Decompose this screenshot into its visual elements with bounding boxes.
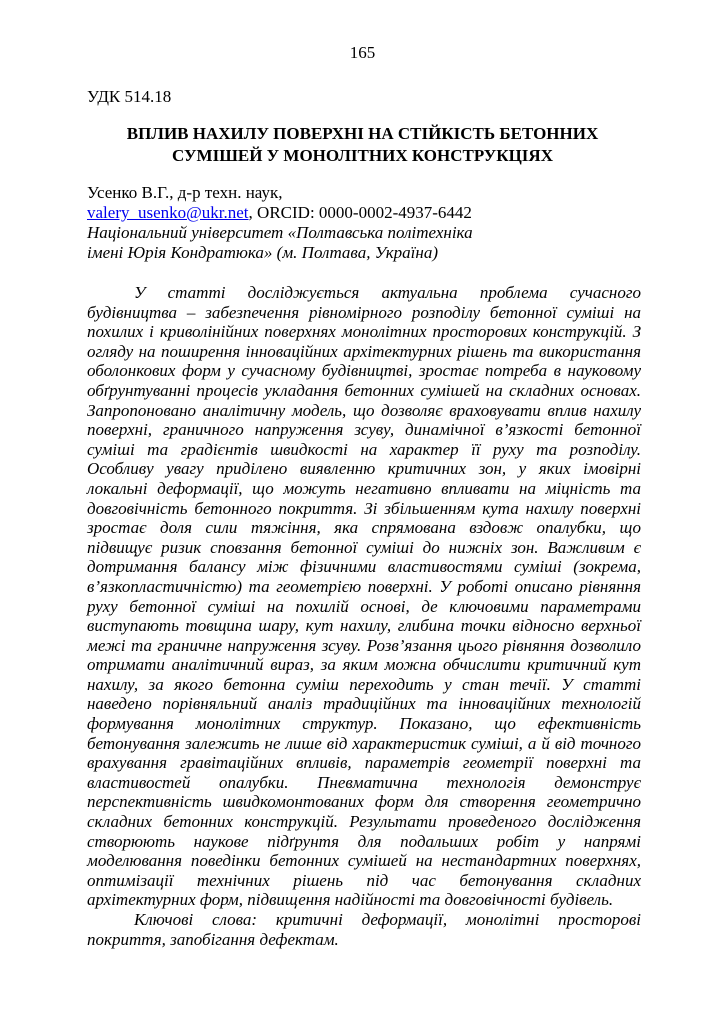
abstract-line: будівництва – забезпечення рівномірного розподілу бетонної суміші на	[87, 302, 641, 322]
author-contact	[87, 203, 473, 223]
abstract-line: оптимізації технічних рішень під час бетонування складних	[87, 870, 641, 890]
abstract-line: нахилу, за якого бетонна суміш переходить у стан течії. У статті	[87, 674, 641, 694]
abstract-line: дотримання балансу між фізичними властивостями суміші (зокрема,	[87, 557, 641, 577]
abstract-line: складних бетонних конструкцій. Результати проведеного дослідження	[87, 812, 641, 832]
abstract-line: властивостей опалубки. Пневматична технологія демонструє	[87, 772, 641, 792]
abstract-line: похилих і криволінійних поверхнях монолітних просторових конструкцій. З	[87, 322, 641, 342]
abstract-line: довговічність бетонного покриття. Зі збільшенням кута нахилу поверхні	[87, 498, 641, 518]
abstract-line: перспективність швидкомонтованих форм для створення геометрично	[87, 792, 641, 812]
abstract-line: У статті досліджується актуальна проблема сучасного	[134, 283, 641, 302]
affiliation-line: Національний університет «Полтавська політехніка	[87, 223, 473, 242]
abstract-line: зростає доля сили тяжіння, яка спрямована вздовж опалубки, що	[87, 518, 641, 538]
email-link[interactable]: valery_usenko@ukr.net	[87, 203, 249, 222]
page-number: 165	[349, 43, 376, 62]
abstract-line: отримати аналітичний вираз, за яким можна обчислити критичний кут	[87, 655, 641, 675]
abstract-line: підвищує ризик сповзання бетонної суміші до нижніх зон. Важливим є	[87, 537, 641, 557]
abstract-line: формування монолітних структур. Показано, що ефективність	[87, 714, 641, 734]
abstract-line: моделювання поведінки бетонних сумішей на нестандартних поверхнях,	[87, 851, 641, 871]
udk-code: УДК 514.18	[87, 87, 172, 106]
article-title	[60, 123, 665, 167]
author-name: Усенко В.Г., д-р техн. наук,	[87, 183, 283, 202]
abstract-line: оболонкових форм у сучасному будівництві, зростає потреба в науковому	[87, 361, 641, 381]
keywords-line: покриття, запобігання дефектам.	[87, 929, 339, 949]
title-line: СУМІШЕЙ У МОНОЛІТНИХ КОНСТРУКЦІЯХ	[172, 146, 553, 165]
abstract-line: в’язкопластичністю) та геометрією поверхні. У роботі описано рівняння	[87, 576, 641, 596]
affiliation-line: імені Юрія Кондратюка» (м. Полтава, Україна)	[87, 243, 438, 262]
orcid: , ORCID: 0000-0002-4937-6442	[248, 203, 472, 222]
abstract-line: архітектурних форм, підвищення надійності та довговічності будівель.	[87, 890, 614, 910]
abstract-line: суміші та градієнтів швидкості на характер її руху та розподілу.	[87, 439, 641, 459]
abstract-line: обґрунтуванні процесів укладання бетонних сумішей на складних основах.	[87, 380, 641, 400]
abstract-line: поверхні, граничного напруження зсуву, динамічної в’язкості бетонної	[87, 420, 641, 440]
abstract-line: створюють наукове підґрунтя для подальших робіт у напрямі	[87, 831, 641, 851]
abstract-line: Запропоновано аналітичну модель, що дозволяє враховувати вплив нахилу	[87, 400, 641, 420]
abstract-line: бетонування залежить не лише від характеристик суміші, а й від точного	[87, 733, 641, 753]
abstract-line: виступають товщина шару, кут нахилу, глибина точки відносно верхньої	[87, 616, 641, 636]
abstract-line: межі та граничне напруження зсуву. Розв’язання цього рівняння дозволило	[87, 635, 641, 655]
abstract-line: руху бетонної суміші на похилій основі, де ключовими параметрами	[87, 596, 641, 616]
author-block	[87, 183, 473, 263]
abstract-line: огляду на поширення інноваційних архітектурних рішень та використання	[87, 341, 641, 361]
abstract-line: наведено порівняльний аналіз традиційних та інноваційних технологій	[87, 694, 641, 714]
abstract	[87, 283, 641, 949]
title-line: ВПЛИВ НАХИЛУ ПОВЕРХНІ НА СТІЙКІСТЬ БЕТОННИХ	[126, 124, 599, 143]
abstract-line: локальні деформації, що можуть негативно впливати на міцність та	[87, 478, 641, 498]
abstract-line: врахування гравітаційних впливів, параметрів геометрії поверхні та	[87, 753, 641, 773]
abstract-line: Особливу увагу приділено виявленню критичних зон, у яких імовірні	[87, 459, 641, 479]
keywords-line: Ключові слова: критичні деформації, монолітні просторові	[134, 910, 641, 929]
